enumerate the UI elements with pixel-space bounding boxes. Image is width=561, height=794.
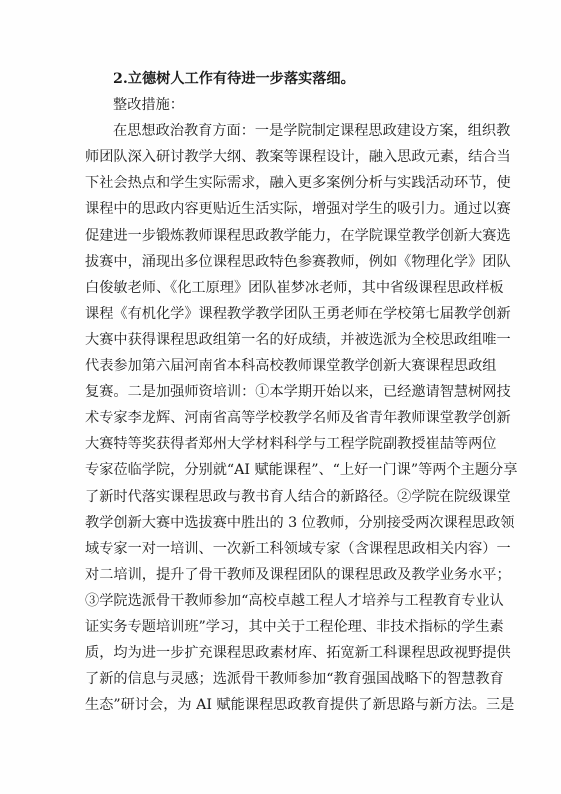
paragraph-line: 拔赛中，涌现出多位课程思政特色参赛教师，例如《物理化学》团队 <box>85 253 511 270</box>
paragraph-line: 白俊敏老师、《化工原理》团队崔梦冰老师，其中省级课程思政样板 <box>85 279 504 296</box>
paragraph-line: 了新时代落实课程思政与教书育人结合的新路径。②学院在院级课堂 <box>85 488 511 505</box>
paragraph-line: 专家莅临学院，分别就“AI 赋能课程”、“上好一门课”等两个主题分享 <box>85 462 518 479</box>
paragraph-line: 证实务专题培训班”学习，其中关于工程伦理、非技术指标的学生素 <box>85 618 504 635</box>
paragraph-line: 教学创新大赛中选拔赛中胜出的 3 位教师，分别接受两次课程思政领 <box>85 514 515 531</box>
paragraph-line: 了新的信息与灵感；选派骨干教师参加“教育强国战略下的智慧教育 <box>85 671 504 688</box>
paragraph-line: ③学院选派骨干教师参加“高校卓越工程人才培养与工程教育专业认 <box>85 592 504 609</box>
paragraph-line: 域专家一对一培训、一次新工科领域专家（含课程思政相关内容）一 <box>85 540 511 557</box>
document-body <box>85 66 518 718</box>
paragraph-line: 下社会热点和学生实际需求，融入更多案例分析与实践活动环节，使 <box>85 175 511 192</box>
paragraph-line: 大赛特等奖获得者郑州大学材料科学与工程学院副教授崔喆等两位 <box>85 436 497 453</box>
paragraph-line: 师团队深入研讨教学大纲、教案等课程设计，融入思政元素，结合当 <box>85 149 511 166</box>
paragraph-line: 在思想政治教育方面：一是学院制定课程思政建设方案，组织教 <box>113 123 511 140</box>
rectification-label: 整改措施： <box>113 97 184 114</box>
paragraph-line: 课程中的思政内容更贴近生活实际，增强对学生的吸引力。通过以赛 <box>85 201 511 218</box>
paragraph-line: 代表参加第六届河南省本科高校教师课堂教学创新大赛课程思政组 <box>85 358 497 375</box>
section-heading: 2.立德树人工作有待进一步落实落细。 <box>113 71 355 87</box>
paragraph-line: 质，均为进一步扩充课程思政素材库、拓宽新工科课程思政视野提供 <box>85 645 511 662</box>
paragraph-line: 复赛。二是加强师资培训：①本学期开始以来，已经邀请智慧树网技 <box>85 384 511 401</box>
paragraph-line: 术专家李龙辉、河南省高等学校教学名师及省青年教师课堂教学创新 <box>85 410 511 427</box>
paragraph-line: 生态”研讨会，为 AI 赋能课程思政教育提供了新思路与新方法。三是 <box>85 697 515 714</box>
paragraph-line: 大赛中获得课程思政组第一名的好成绩，并被选派为全校思政组唯一 <box>85 331 511 348</box>
paragraph-line: 课程《有机化学》课程教学教学团队王勇老师在学校第七届教学创新 <box>85 305 511 322</box>
paragraph-line: 促建进一步锻炼教师课程思政教学能力，在学院课堂教学创新大赛选 <box>85 227 511 244</box>
paragraph-line: 对二培训，提升了骨干教师及课程团队的课程思政及教学业务水平； <box>85 566 511 583</box>
